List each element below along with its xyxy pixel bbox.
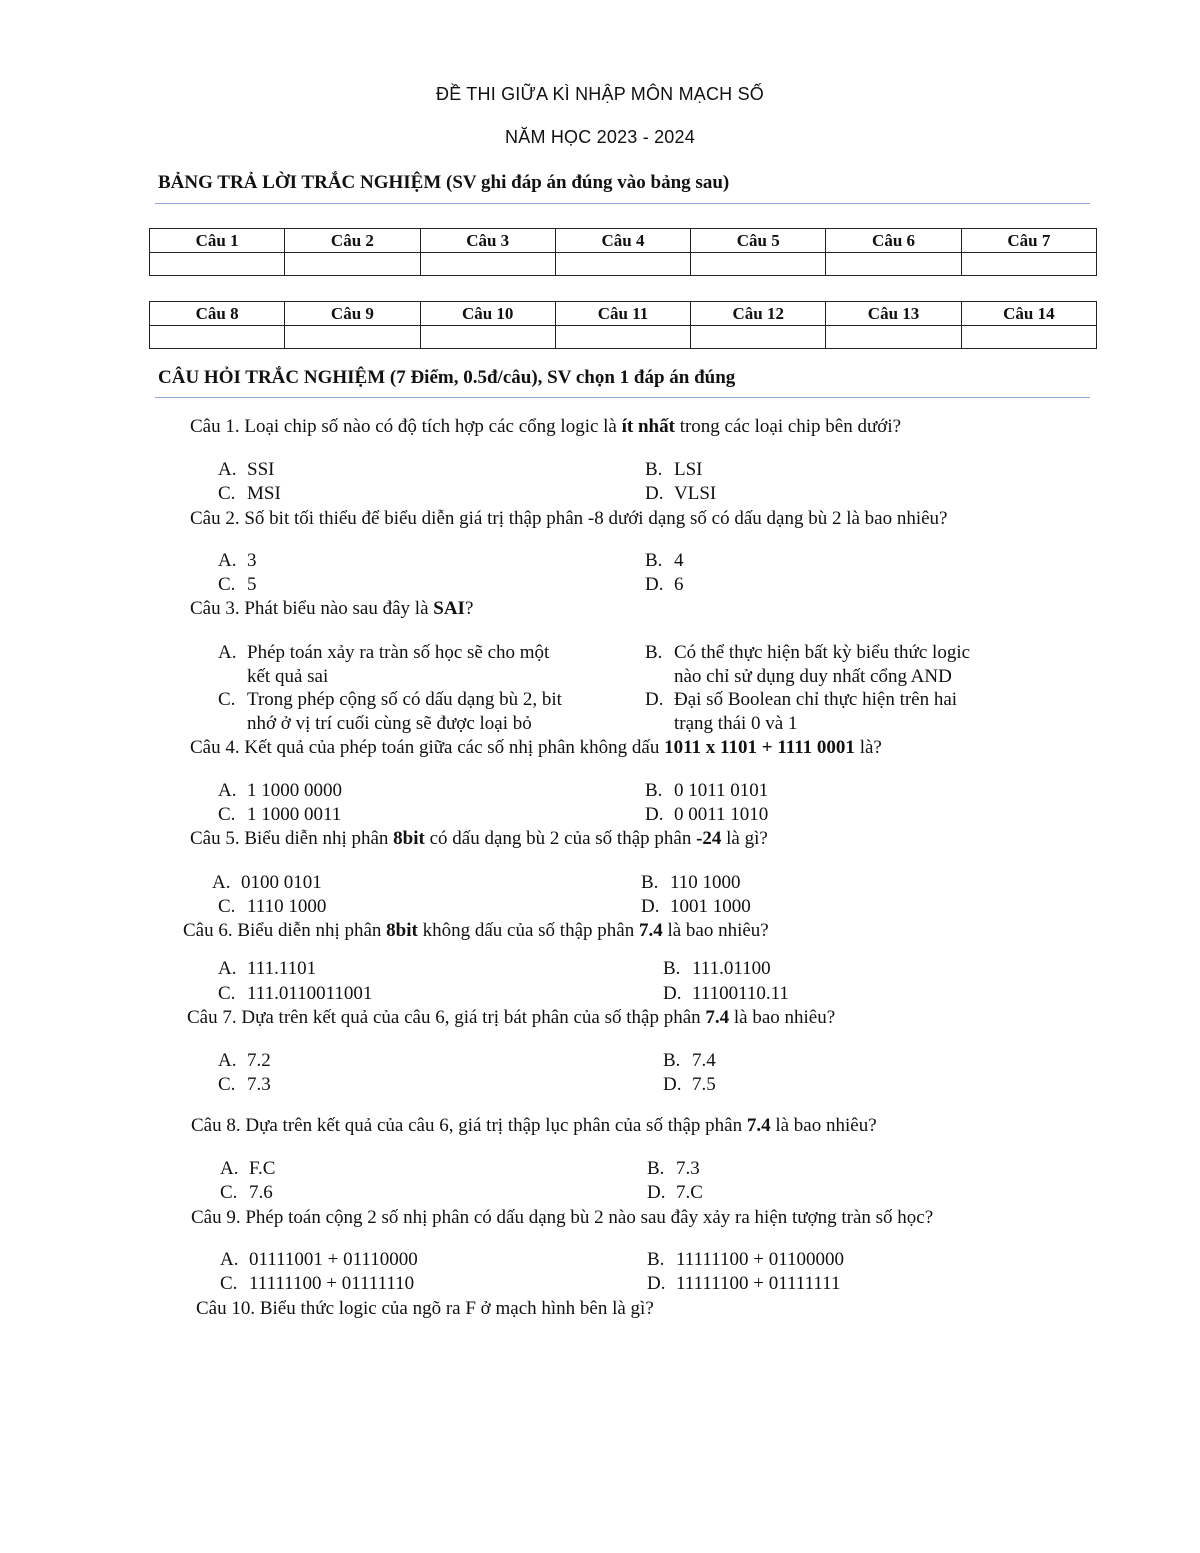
option-label: B. (645, 642, 663, 663)
option-label: A. (218, 780, 237, 801)
option-text: Đại số Boolean chỉ thực hiện trên hai trạng thái 0 và 1 (674, 689, 958, 734)
option-text: 5 (247, 574, 257, 595)
answer-cell[interactable] (420, 253, 555, 276)
option-label: D. (663, 983, 682, 1004)
option-text: 6 (674, 574, 684, 595)
option-text: 110 1000 (670, 872, 741, 893)
answer-option[interactable] (647, 1248, 844, 1272)
answer-option[interactable] (218, 549, 257, 573)
answer-option[interactable] (218, 957, 316, 981)
question-text: Câu 6. Biểu diễn nhị phân 8bit không dấu của số thập phân 7.4 là bao nhiêu? (183, 920, 769, 941)
option-label: D. (663, 1074, 682, 1095)
answer-header: Câu 13 (826, 302, 961, 326)
option-text: 11100110.11 (692, 983, 789, 1004)
answer-sheet-heading: BẢNG TRẢ LỜI TRẮC NGHIỆM (SV ghi đáp án đúng vào bảng sau) (158, 172, 730, 193)
option-label: D. (645, 574, 664, 595)
option-label: B. (663, 958, 681, 979)
answer-option[interactable] (663, 957, 771, 981)
answer-option[interactable] (645, 641, 970, 689)
option-label: C. (220, 1182, 238, 1203)
option-label: B. (663, 1050, 681, 1071)
option-label: A. (212, 872, 231, 893)
answer-option[interactable] (218, 482, 281, 506)
option-text: 7.3 (247, 1074, 271, 1095)
option-text: 1110 1000 (247, 896, 327, 917)
option-label: C. (218, 574, 236, 595)
option-label: D. (647, 1182, 666, 1203)
answer-cell[interactable] (555, 253, 690, 276)
option-label: C. (218, 983, 236, 1004)
option-label: C. (218, 1074, 236, 1095)
answer-header: Câu 14 (961, 302, 1096, 326)
option-text: 0 1011 0101 (674, 780, 769, 801)
answer-header: Câu 11 (555, 302, 690, 326)
option-text: F.C (249, 1158, 276, 1179)
question-text: Câu 8. Dựa trên kết quả của câu 6, giá trị thập lục phân của số thập phân 7.4 là bao nhiêu? (191, 1115, 877, 1136)
option-label: A. (220, 1249, 239, 1270)
answer-option[interactable] (218, 573, 257, 597)
answer-option[interactable] (218, 982, 372, 1006)
option-text: 01111001 + 01110000 (249, 1249, 418, 1270)
answer-option[interactable] (212, 871, 322, 895)
answer-option[interactable] (663, 1049, 716, 1073)
option-text: 3 (247, 550, 257, 571)
answer-option[interactable] (220, 1181, 273, 1205)
option-label: C. (218, 689, 236, 710)
option-label: A. (220, 1158, 239, 1179)
option-label: A. (218, 550, 237, 571)
option-label: C. (218, 483, 236, 504)
answer-cell[interactable] (285, 253, 420, 276)
answer-option[interactable] (218, 688, 562, 736)
option-text: 7.C (676, 1182, 703, 1203)
option-text: 7.5 (692, 1074, 716, 1095)
answer-option[interactable] (218, 458, 274, 482)
option-text: 7.6 (249, 1182, 273, 1203)
option-label: D. (645, 804, 664, 825)
answer-header: Câu 4 (555, 229, 690, 253)
question-text: Câu 5. Biểu diễn nhị phân 8bit có dấu dạng bù 2 của số thập phân -24 là gì? (190, 828, 768, 849)
answer-cell[interactable] (826, 326, 961, 349)
option-label: B. (645, 550, 663, 571)
answer-option[interactable] (218, 1073, 271, 1097)
answer-option[interactable] (218, 803, 341, 827)
question-text: Câu 1. Loại chip số nào có độ tích hợp các cổng logic là ít nhất trong các loại chip bên dưới? (190, 416, 902, 437)
answer-option[interactable] (218, 1049, 271, 1073)
option-text: 4 (674, 550, 684, 571)
option-label: D. (645, 689, 664, 710)
option-text: 11111100 + 01111110 (249, 1273, 415, 1294)
answer-header: Câu 6 (826, 229, 961, 253)
answer-option[interactable] (645, 549, 684, 573)
answer-option[interactable] (647, 1272, 840, 1296)
option-label: B. (647, 1249, 665, 1270)
option-label: A. (218, 459, 237, 480)
question-text: Câu 7. Dựa trên kết quả của câu 6, giá trị bát phân của số thập phân 7.4 là bao nhiêu? (187, 1007, 836, 1028)
answer-option[interactable] (218, 895, 326, 919)
exam-title: ĐỀ THI GIỮA KÌ NHẬP MÔN MẠCH SỐ (436, 84, 764, 104)
answer-header: Câu 7 (961, 229, 1096, 253)
answer-header: Câu 1 (150, 229, 285, 253)
answer-option[interactable] (663, 1073, 716, 1097)
answer-option[interactable] (218, 641, 549, 689)
option-label: A. (218, 1050, 237, 1071)
answer-option[interactable] (220, 1157, 275, 1181)
option-text: 1001 1000 (670, 896, 751, 917)
answer-option[interactable] (645, 573, 684, 597)
option-label: B. (647, 1158, 665, 1179)
answer-option[interactable] (645, 779, 768, 803)
option-text: SSI (247, 459, 275, 480)
option-text: 7.3 (676, 1158, 700, 1179)
option-text: 11111100 + 01111111 (676, 1273, 841, 1294)
option-text: 111.01100 (692, 958, 771, 979)
answer-option[interactable] (645, 458, 703, 482)
answer-cell[interactable] (691, 326, 826, 349)
answer-cell[interactable] (285, 326, 420, 349)
answer-cell[interactable] (961, 326, 1096, 349)
option-text: 7.4 (692, 1050, 716, 1071)
answer-option[interactable] (647, 1181, 703, 1205)
answer-option[interactable] (647, 1157, 700, 1181)
answer-cell[interactable] (150, 253, 285, 276)
question-text: Câu 2. Số bit tối thiểu để biểu diễn giá trị thập phân -8 dưới dạng số có dấu dạng bù 2 là bao nhiêu? (190, 508, 948, 529)
school-year: NĂM HỌC 2023 - 2024 (505, 127, 695, 147)
answer-header: Câu 12 (691, 302, 826, 326)
answer-option[interactable] (645, 803, 768, 827)
heading-divider (155, 203, 1090, 204)
answer-option[interactable] (218, 779, 342, 803)
answer-grid-row2 (149, 301, 1097, 349)
option-text: LSI (674, 459, 703, 480)
option-label: B. (645, 780, 663, 801)
answer-option[interactable] (641, 895, 751, 919)
answer-header: Câu 3 (420, 229, 555, 253)
answer-cell[interactable] (961, 253, 1096, 276)
answer-option[interactable] (645, 482, 716, 506)
option-label: B. (645, 459, 663, 480)
option-label: A. (218, 958, 237, 979)
option-text: Trong phép cộng số có dấu dạng bù 2, bit nhớ ở vị trí cuối cùng sẽ được loại bỏ (247, 689, 562, 734)
answer-option[interactable] (220, 1272, 414, 1296)
option-label: D. (641, 896, 660, 917)
option-label: C. (218, 896, 236, 917)
answer-grid-row1 (149, 228, 1097, 276)
option-text: Có thể thực hiện bất kỳ biểu thức logic nào chỉ sử dụng duy nhất cổng AND (674, 642, 971, 687)
answer-cell[interactable] (420, 326, 555, 349)
question-text: Câu 10. Biểu thức logic của ngõ ra F ở mạch hình bên là gì? (196, 1298, 654, 1319)
answer-option[interactable] (220, 1248, 418, 1272)
answer-option[interactable] (663, 982, 789, 1006)
option-text: 1 1000 0000 (247, 780, 342, 801)
option-text: 11111100 + 01100000 (676, 1249, 844, 1270)
option-text: MSI (247, 483, 281, 504)
option-text: 1 1000 0011 (247, 804, 342, 825)
option-label: C. (220, 1273, 238, 1294)
answer-cell[interactable] (826, 253, 961, 276)
option-text: 0100 0101 (241, 872, 322, 893)
questions-heading: CÂU HỎI TRẮC NGHIỆM (7 Điểm, 0.5đ/câu), SV chọn 1 đáp án đúng (158, 367, 736, 388)
option-text: Phép toán xảy ra tràn số học sẽ cho một kết quả sai (247, 642, 550, 687)
option-label: D. (645, 483, 664, 504)
answer-cell[interactable] (691, 253, 826, 276)
answer-option[interactable] (645, 688, 957, 736)
heading-divider (155, 397, 1090, 398)
answer-cell[interactable] (150, 326, 285, 349)
answer-header: Câu 9 (285, 302, 420, 326)
answer-cell[interactable] (555, 326, 690, 349)
answer-option[interactable] (641, 871, 741, 895)
answer-header: Câu 2 (285, 229, 420, 253)
question-text: Câu 3. Phát biểu nào sau đây là SAI? (190, 598, 474, 619)
option-label: B. (641, 872, 659, 893)
option-text: 0 0011 1010 (674, 804, 769, 825)
answer-header: Câu 5 (691, 229, 826, 253)
answer-header: Câu 10 (420, 302, 555, 326)
question-text: Câu 9. Phép toán cộng 2 số nhị phân có dấu dạng bù 2 nào sau đây xảy ra hiện tượng tràn số học? (191, 1207, 934, 1228)
option-label: A. (218, 642, 237, 663)
option-text: 111.0110011001 (247, 983, 373, 1004)
option-text: 7.2 (247, 1050, 271, 1071)
answer-header: Câu 8 (150, 302, 285, 326)
question-text: Câu 4. Kết quả của phép toán giữa các số nhị phân không dấu 1011 x 1101 + 1111 0001 là? (190, 737, 882, 758)
option-label: D. (647, 1273, 666, 1294)
option-text: VLSI (674, 483, 717, 504)
option-text: 111.1101 (247, 958, 317, 979)
option-label: C. (218, 804, 236, 825)
